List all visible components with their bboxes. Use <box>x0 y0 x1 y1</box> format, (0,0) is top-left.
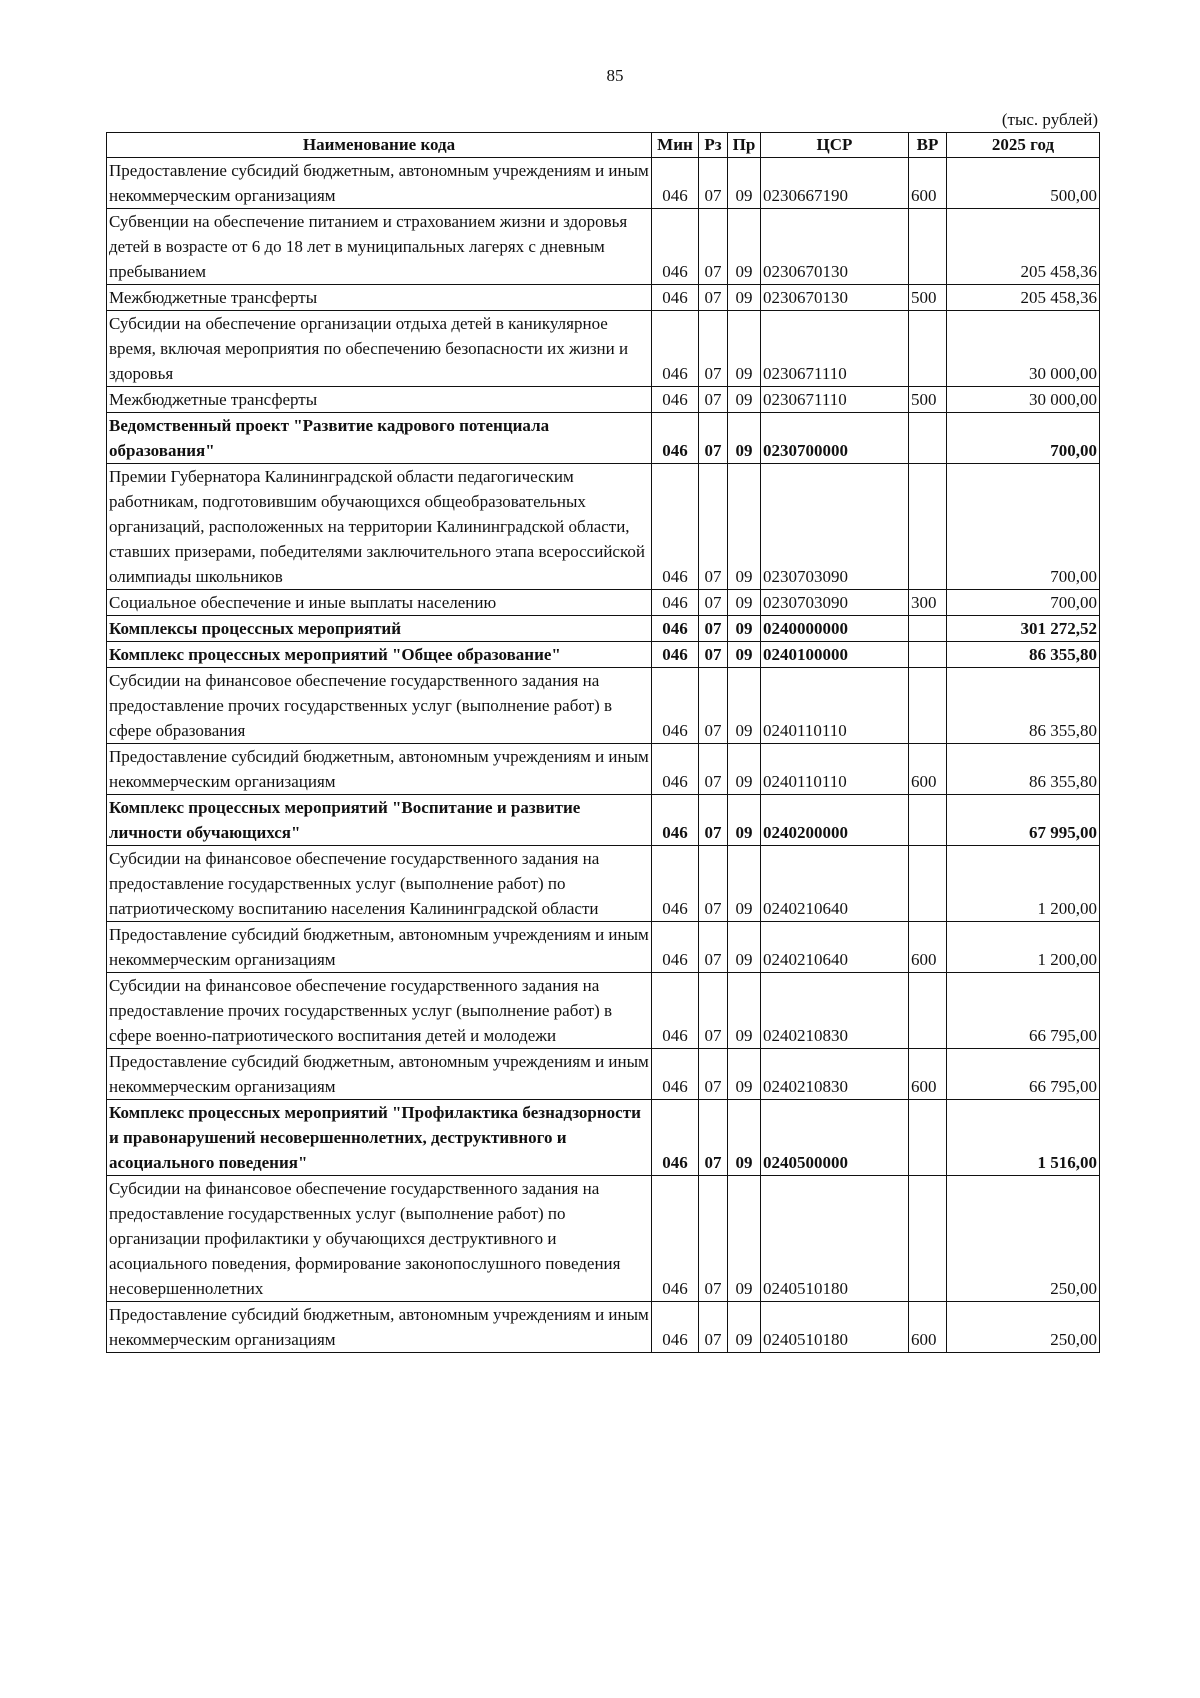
cell-pr: 09 <box>728 668 761 744</box>
cell-rz: 07 <box>699 922 728 973</box>
cell-amount: 700,00 <box>947 413 1100 464</box>
cell-amount: 66 795,00 <box>947 973 1100 1049</box>
cell-name: Премии Губернатора Калининградской области педагогическим работникам, подготовившим обучающихся общеобразовательных организаций, расположенных на территории Калининградской области, ставших призерами, победителями заключительного этапа всероссийской олимпиады школьников <box>107 464 652 590</box>
cell-pr: 09 <box>728 413 761 464</box>
cell-rz: 07 <box>699 209 728 285</box>
table-row <box>107 668 1100 744</box>
cell-csr: 0230670130 <box>761 285 909 311</box>
cell-pr: 09 <box>728 590 761 616</box>
cell-csr: 0230671110 <box>761 387 909 413</box>
col-header-pr: Пр <box>728 133 761 158</box>
cell-name: Ведомственный проект "Развитие кадрового потенциала образования" <box>107 413 652 464</box>
cell-pr: 09 <box>728 158 761 209</box>
cell-name: Субвенции на обеспечение питанием и страхованием жизни и здоровья детей в возрасте от 6 до 18 лет в муниципальных лагерях с дневным пребыванием <box>107 209 652 285</box>
units-label: (тыс. рублей) <box>1001 110 1098 129</box>
cell-min: 046 <box>652 616 699 642</box>
table-row <box>107 387 1100 413</box>
cell-min: 046 <box>652 464 699 590</box>
cell-rz: 07 <box>699 744 728 795</box>
cell-amount: 30 000,00 <box>947 387 1100 413</box>
cell-name: Предоставление субсидий бюджетным, автономным учреждениям и иным некоммерческим организациям <box>107 744 652 795</box>
cell-rz: 07 <box>699 846 728 922</box>
cell-name: Комплекс процессных мероприятий "Общее образование" <box>107 642 652 668</box>
cell-rz: 07 <box>699 387 728 413</box>
cell-min: 046 <box>652 668 699 744</box>
cell-pr: 09 <box>728 744 761 795</box>
cell-rz: 07 <box>699 311 728 387</box>
table-row <box>107 795 1100 846</box>
cell-pr: 09 <box>728 464 761 590</box>
header-row <box>107 133 1100 158</box>
cell-min: 046 <box>652 1176 699 1302</box>
cell-vr <box>909 616 947 642</box>
cell-vr: 500 <box>909 285 947 311</box>
cell-amount: 301 272,52 <box>947 616 1100 642</box>
cell-name: Предоставление субсидий бюджетным, автономным учреждениям и иным некоммерческим организациям <box>107 1049 652 1100</box>
cell-amount: 700,00 <box>947 464 1100 590</box>
col-header-vr: ВР <box>909 133 947 158</box>
cell-vr <box>909 1100 947 1176</box>
cell-name: Предоставление субсидий бюджетным, автономным учреждениям и иным некоммерческим организациям <box>107 158 652 209</box>
cell-csr: 0240510180 <box>761 1302 909 1353</box>
cell-rz: 07 <box>699 158 728 209</box>
cell-rz: 07 <box>699 616 728 642</box>
table-row <box>107 311 1100 387</box>
cell-rz: 07 <box>699 1049 728 1100</box>
cell-name: Комплекс процессных мероприятий "Воспитание и развитие личности обучающихся" <box>107 795 652 846</box>
cell-csr: 0230703090 <box>761 590 909 616</box>
cell-csr: 0230671110 <box>761 311 909 387</box>
cell-min: 046 <box>652 413 699 464</box>
cell-vr: 600 <box>909 1049 947 1100</box>
cell-amount: 1 200,00 <box>947 846 1100 922</box>
cell-amount: 86 355,80 <box>947 744 1100 795</box>
cell-rz: 07 <box>699 1176 728 1302</box>
cell-amount: 30 000,00 <box>947 311 1100 387</box>
cell-vr: 600 <box>909 1302 947 1353</box>
col-header-amount: 2025 год <box>947 133 1100 158</box>
table-row <box>107 922 1100 973</box>
cell-amount: 66 795,00 <box>947 1049 1100 1100</box>
cell-csr: 0240200000 <box>761 795 909 846</box>
cell-amount: 500,00 <box>947 158 1100 209</box>
cell-csr: 0240210640 <box>761 922 909 973</box>
cell-min: 046 <box>652 642 699 668</box>
cell-csr: 0230667190 <box>761 158 909 209</box>
cell-min: 046 <box>652 922 699 973</box>
table-row <box>107 413 1100 464</box>
cell-name: Субсидии на обеспечение организации отдыха детей в каникулярное время, включая мероприятия по обеспечению безопасности их жизни и здоровья <box>107 311 652 387</box>
table-row <box>107 616 1100 642</box>
cell-csr: 0240510180 <box>761 1176 909 1302</box>
cell-rz: 07 <box>699 413 728 464</box>
cell-vr: 600 <box>909 922 947 973</box>
table-row <box>107 209 1100 285</box>
cell-min: 046 <box>652 1100 699 1176</box>
cell-csr: 0230670130 <box>761 209 909 285</box>
cell-amount: 67 995,00 <box>947 795 1100 846</box>
cell-vr: 600 <box>909 158 947 209</box>
cell-name: Предоставление субсидий бюджетным, автономным учреждениям и иным некоммерческим организациям <box>107 922 652 973</box>
table-row <box>107 642 1100 668</box>
cell-amount: 250,00 <box>947 1302 1100 1353</box>
cell-amount: 205 458,36 <box>947 285 1100 311</box>
cell-csr: 0240210830 <box>761 973 909 1049</box>
cell-pr: 09 <box>728 1100 761 1176</box>
cell-name: Субсидии на финансовое обеспечение государственного задания на предоставление прочих государственных услуг (выполнение работ) в сфере военно-патриотического воспитания детей и молодежи <box>107 973 652 1049</box>
cell-min: 046 <box>652 158 699 209</box>
table-body <box>107 158 1100 1353</box>
cell-pr: 09 <box>728 642 761 668</box>
table-row <box>107 973 1100 1049</box>
cell-amount: 205 458,36 <box>947 209 1100 285</box>
cell-name: Межбюджетные трансферты <box>107 387 652 413</box>
cell-amount: 700,00 <box>947 590 1100 616</box>
cell-vr <box>909 846 947 922</box>
table-row <box>107 158 1100 209</box>
cell-pr: 09 <box>728 1302 761 1353</box>
cell-name: Социальное обеспечение и иные выплаты населению <box>107 590 652 616</box>
cell-csr: 0230700000 <box>761 413 909 464</box>
cell-name: Субсидии на финансовое обеспечение государственного задания на предоставление государственных услуг (выполнение работ) по организации профилактики у обучающихся деструктивного и асоциального поведения, формирование законопослушного поведения несовершеннолетних <box>107 1176 652 1302</box>
table-row <box>107 1049 1100 1100</box>
table-row <box>107 1176 1100 1302</box>
cell-csr: 0240000000 <box>761 616 909 642</box>
cell-min: 046 <box>652 1049 699 1100</box>
cell-name: Межбюджетные трансферты <box>107 285 652 311</box>
cell-csr: 0240210640 <box>761 846 909 922</box>
cell-min: 046 <box>652 285 699 311</box>
cell-pr: 09 <box>728 973 761 1049</box>
cell-csr: 0240110110 <box>761 744 909 795</box>
cell-amount: 250,00 <box>947 1176 1100 1302</box>
cell-rz: 07 <box>699 668 728 744</box>
cell-vr <box>909 973 947 1049</box>
cell-min: 046 <box>652 1302 699 1353</box>
cell-min: 046 <box>652 311 699 387</box>
table-row <box>107 1302 1100 1353</box>
cell-vr <box>909 642 947 668</box>
table-row <box>107 744 1100 795</box>
cell-name: Субсидии на финансовое обеспечение государственного задания на предоставление государственных услуг (выполнение работ) по патриотическому воспитанию населения Калининградской области <box>107 846 652 922</box>
cell-csr: 0240110110 <box>761 668 909 744</box>
cell-rz: 07 <box>699 464 728 590</box>
table-row <box>107 285 1100 311</box>
cell-pr: 09 <box>728 387 761 413</box>
cell-min: 046 <box>652 590 699 616</box>
cell-pr: 09 <box>728 846 761 922</box>
cell-vr: 500 <box>909 387 947 413</box>
col-header-csr: ЦСР <box>761 133 909 158</box>
cell-csr: 0240500000 <box>761 1100 909 1176</box>
cell-csr: 0240210830 <box>761 1049 909 1100</box>
cell-vr <box>909 1176 947 1302</box>
cell-min: 046 <box>652 209 699 285</box>
cell-vr <box>909 795 947 846</box>
cell-vr <box>909 209 947 285</box>
cell-min: 046 <box>652 846 699 922</box>
col-header-rz: Рз <box>699 133 728 158</box>
cell-pr: 09 <box>728 311 761 387</box>
cell-pr: 09 <box>728 922 761 973</box>
cell-name: Субсидии на финансовое обеспечение государственного задания на предоставление прочих государственных услуг (выполнение работ) в сфере образования <box>107 668 652 744</box>
cell-min: 046 <box>652 795 699 846</box>
cell-vr <box>909 413 947 464</box>
cell-vr: 600 <box>909 744 947 795</box>
table-row <box>107 846 1100 922</box>
cell-rz: 07 <box>699 1100 728 1176</box>
cell-vr: 300 <box>909 590 947 616</box>
cell-vr <box>909 668 947 744</box>
cell-pr: 09 <box>728 285 761 311</box>
cell-pr: 09 <box>728 616 761 642</box>
table-row <box>107 1100 1100 1176</box>
cell-pr: 09 <box>728 795 761 846</box>
cell-csr: 0230703090 <box>761 464 909 590</box>
cell-min: 046 <box>652 744 699 795</box>
cell-rz: 07 <box>699 590 728 616</box>
cell-rz: 07 <box>699 285 728 311</box>
cell-vr <box>909 464 947 590</box>
page-number: 85 <box>606 66 624 85</box>
col-header-min: Мин <box>652 133 699 158</box>
cell-csr: 0240100000 <box>761 642 909 668</box>
cell-name: Предоставление субсидий бюджетным, автономным учреждениям и иным некоммерческим организациям <box>107 1302 652 1353</box>
cell-min: 046 <box>652 973 699 1049</box>
table-row <box>107 590 1100 616</box>
table-row <box>107 464 1100 590</box>
cell-amount: 86 355,80 <box>947 668 1100 744</box>
cell-name: Комплексы процессных мероприятий <box>107 616 652 642</box>
cell-name: Комплекс процессных мероприятий "Профилактика безнадзорности и правонарушений несовершеннолетних, деструктивного и асоциального поведения" <box>107 1100 652 1176</box>
cell-rz: 07 <box>699 795 728 846</box>
cell-amount: 1 200,00 <box>947 922 1100 973</box>
cell-amount: 1 516,00 <box>947 1100 1100 1176</box>
cell-rz: 07 <box>699 973 728 1049</box>
cell-pr: 09 <box>728 1176 761 1302</box>
cell-amount: 86 355,80 <box>947 642 1100 668</box>
budget-table <box>106 132 1100 1353</box>
cell-rz: 07 <box>699 1302 728 1353</box>
cell-vr <box>909 311 947 387</box>
cell-pr: 09 <box>728 1049 761 1100</box>
cell-pr: 09 <box>728 209 761 285</box>
cell-min: 046 <box>652 387 699 413</box>
col-header-name: Наименование кода <box>107 133 652 158</box>
cell-rz: 07 <box>699 642 728 668</box>
